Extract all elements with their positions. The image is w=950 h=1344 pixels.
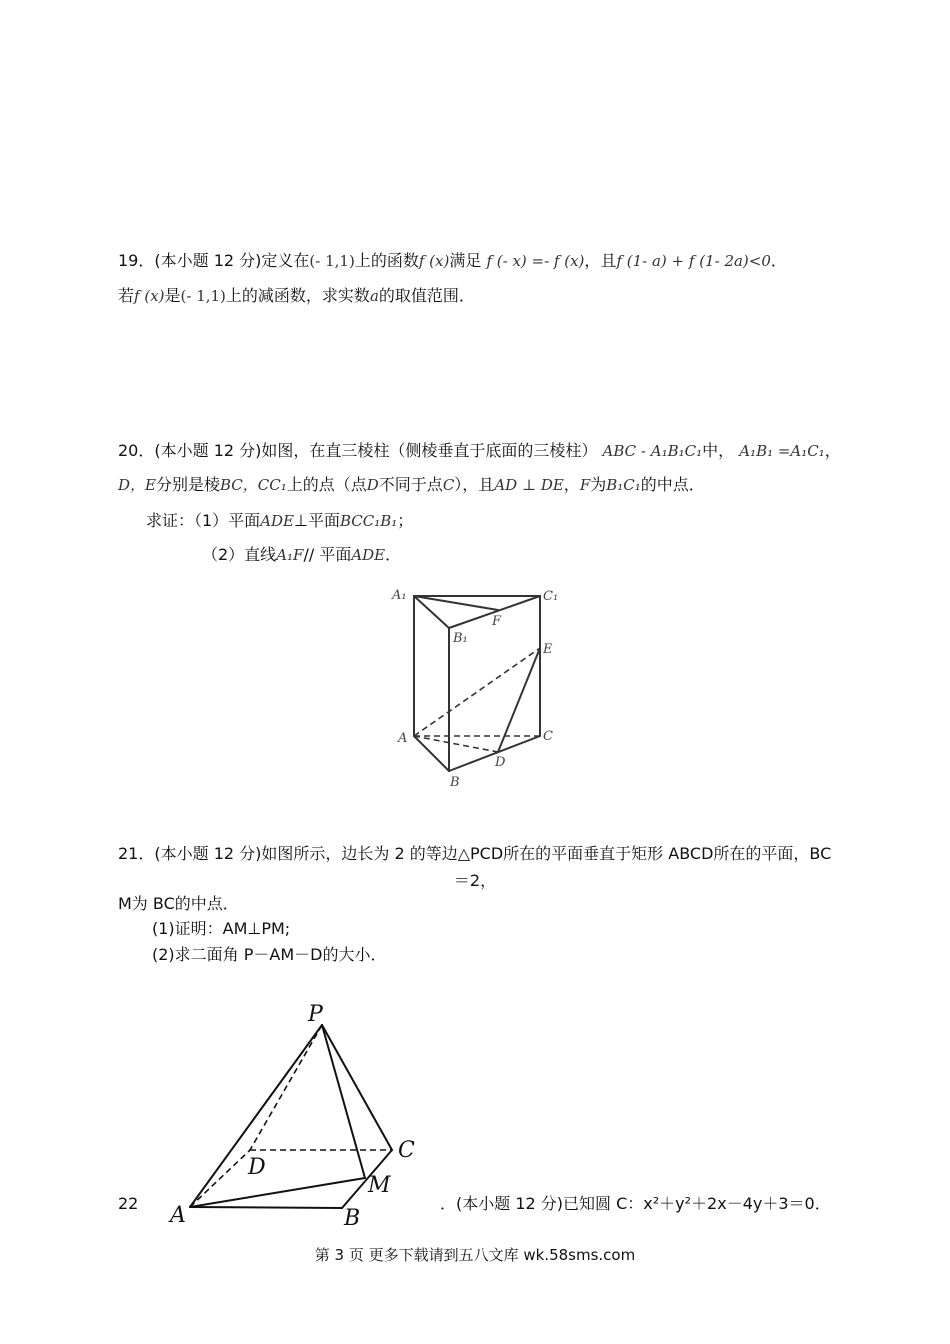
q20-line-a1f: A₁F — [276, 546, 304, 564]
q20-text: ， — [563, 475, 580, 494]
q20-plane-ade: ADE — [260, 512, 294, 530]
q19-interval: (- 1,1) — [309, 252, 355, 270]
label-f: F — [492, 614, 502, 629]
q19-text: 若 — [118, 286, 135, 305]
q20-text: ， — [824, 441, 841, 460]
q19-points: (本小题 12 分) — [154, 251, 262, 270]
q21-text: 21．(本小题 12 分)如图所示，边长为 2 的等边△PCD所在的平面垂直于矩形 ABCD所在的平面，BC — [118, 844, 832, 863]
q20-plane-bcc1b1: BCC₁B₁ — [339, 512, 398, 530]
q19-number: 19． — [118, 251, 155, 270]
label-b: B — [450, 775, 460, 790]
q20-prism: ABC - A₁B₁C₁ — [602, 442, 703, 460]
q20-plane-ade: ADE — [351, 546, 386, 564]
label-d: D — [248, 1155, 266, 1180]
q19-text: ． — [770, 251, 787, 270]
q20-perp: AD ⊥ DE — [494, 476, 564, 494]
q19-text: 的取值范围． — [378, 286, 475, 305]
pyramid-figure — [160, 995, 430, 1230]
q20-text: 如图，在直三棱柱（侧棱垂直于底面的三棱柱） — [261, 441, 598, 460]
q19-odd-equation: f (- x) =- f (x) — [486, 252, 585, 270]
q20-text: 上的点（点 — [286, 475, 367, 494]
label-b1: B₁ — [453, 631, 468, 646]
q19-text: 定义在 — [261, 251, 310, 270]
q19-fx: f (x) — [134, 287, 165, 305]
q21-line1b: ＝2， — [453, 871, 497, 890]
label-c1: C₁ — [543, 589, 559, 604]
q21-part2: (2)求二面角 P－AM－D的大小． — [152, 945, 387, 964]
q19-fx: f (x) — [418, 252, 450, 270]
label-p: P — [308, 1002, 323, 1027]
label-a: A — [398, 731, 408, 746]
label-c: C — [398, 1138, 415, 1163]
q19-line1 — [118, 250, 787, 272]
q20-text: ），且 — [454, 475, 495, 494]
q21-line2: M为 BC的中点． — [118, 894, 239, 913]
label-e: E — [543, 642, 553, 657]
q19-text: ，且 — [584, 251, 617, 270]
q20-text: ． — [385, 545, 402, 564]
q20-edges: BC，CC₁ — [220, 476, 287, 494]
q20-text: 分别是棱 — [155, 475, 220, 494]
q20-text: 不同于点 — [378, 475, 443, 494]
label-b: B — [344, 1206, 361, 1230]
q21-line1 — [118, 843, 831, 865]
label-a1: A₁ — [392, 588, 407, 603]
q19-text: 是 — [164, 286, 181, 305]
q21-part1: (1)证明：AM⊥PM; — [152, 919, 291, 938]
q20-text: 为 — [590, 475, 607, 494]
label-m: M — [368, 1173, 391, 1198]
q20-point-c: C — [442, 476, 455, 494]
q19-interval: (- 1,1) — [180, 287, 226, 305]
q20-number: 20． — [118, 441, 155, 460]
q19-text: 满足 — [449, 251, 482, 270]
q20-text: ⊥平面 — [294, 511, 340, 530]
q20-line1 — [118, 440, 841, 462]
q20-part1 — [146, 510, 413, 532]
q20-line2 — [118, 474, 705, 496]
page-footer: 第 3 页 更多下载请到五八文库 wk.58sms.com — [314, 1246, 636, 1264]
q20-point-f: F — [579, 476, 591, 494]
q20-text: 求证：（1）平面 — [146, 511, 261, 530]
q20-text: 中， — [702, 441, 735, 460]
label-d: D — [495, 755, 506, 770]
prism-figure — [380, 580, 580, 795]
q20-text: （2）直线 — [202, 545, 277, 564]
q20-text: 的中点． — [640, 475, 705, 494]
label-a: A — [170, 1203, 186, 1228]
q22-number: 22 — [118, 1194, 139, 1213]
q20-b1c1: B₁C₁ — [606, 476, 641, 494]
q19-text: 上的函数 — [354, 251, 419, 270]
q20-text: // 平面 — [303, 545, 352, 564]
q22-text: ．(本小题 12 分)已知圆 C：x²＋y²＋2x－4y＋3＝0． — [440, 1194, 831, 1213]
label-c: C — [543, 729, 553, 744]
q20-point-d: D — [366, 476, 379, 494]
q20-part2 — [202, 544, 401, 566]
q19-line2 — [118, 285, 475, 307]
q20-equal-edges: A₁B₁ =A₁C₁ — [739, 442, 825, 460]
q20-points: (本小题 12 分) — [154, 441, 262, 460]
q19-inequality: f (1- a) + f (1- 2a)<0 — [616, 252, 771, 270]
q20-points-de: D，E — [118, 476, 156, 494]
q19-text: 上的减函数，求实数 — [225, 286, 370, 305]
q19-var-a: a — [369, 287, 379, 305]
q20-text: ； — [397, 511, 414, 530]
